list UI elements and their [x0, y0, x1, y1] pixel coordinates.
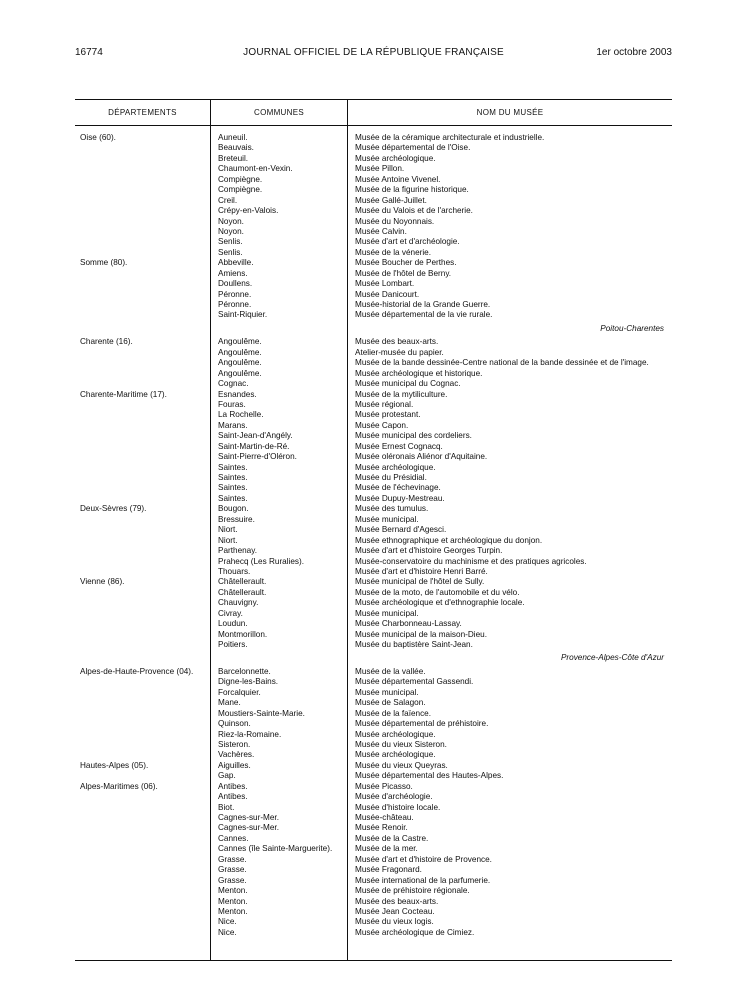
commune-cell: Cannes.	[218, 833, 249, 843]
commune-cell: Niort.	[218, 535, 238, 545]
musee-cell: Musée d'archéologie.	[355, 792, 433, 802]
musee-cell: Musée de la céramique architecturale et industrielle.	[355, 133, 545, 142]
commune-cell: Cagnes-sur-Mer.	[218, 813, 279, 822]
musee-cell: Musée départemental de la vie rurale.	[355, 310, 493, 320]
table-row	[75, 709, 672, 719]
musee-cell: Musée de la mytiliculture.	[355, 389, 448, 399]
table-row	[75, 400, 672, 410]
commune-cell: Menton.	[218, 886, 248, 896]
table-row	[75, 515, 672, 525]
commune-cell: Civray.	[218, 608, 243, 618]
commune-cell: La Rochelle.	[218, 410, 264, 420]
departement-cell: Alpes-Maritimes (06).	[80, 781, 158, 791]
commune-cell: Aiguilles.	[218, 760, 251, 770]
musee-cell: Musée de la figurine historique.	[355, 185, 469, 195]
commune-cell: Beauvais.	[218, 143, 254, 153]
departement-cell: Hautes-Alpes (05).	[80, 760, 149, 770]
departement-cell: Deux-Sèvres (79).	[80, 504, 147, 514]
table-row	[75, 452, 672, 462]
commune-cell: Mane.	[218, 698, 241, 708]
commune-cell: Montmorillon.	[218, 629, 268, 639]
commune-cell: Nice.	[218, 917, 237, 927]
commune-cell: Saint-Pierre-d'Oléron.	[218, 452, 297, 462]
table-row	[75, 886, 672, 896]
commune-cell: Niort.	[218, 525, 238, 535]
commune-cell: Esnandes.	[218, 389, 257, 399]
commune-cell: Noyon.	[218, 226, 244, 236]
region-label: Poitou-Charentes	[600, 323, 664, 333]
musee-cell: Musée municipal.	[355, 687, 419, 697]
commune-cell: Nice.	[218, 927, 237, 937]
table-row	[75, 577, 672, 587]
header-rule	[75, 125, 672, 126]
musee-cell: Musée international de la parfumerie.	[355, 875, 491, 885]
musee-cell: Musée Boucher de Perthes.	[355, 258, 457, 268]
table-row	[75, 813, 672, 823]
musee-cell: Musée d'art et d'archéologie.	[355, 237, 460, 247]
musee-cell: Musée d'histoire locale.	[355, 802, 441, 812]
table-row	[75, 619, 672, 629]
departement-cell: Charente-Maritime (17).	[80, 389, 167, 399]
commune-cell: Cognac.	[218, 379, 249, 389]
musee-cell: Musée d'art et d'histoire de Provence.	[355, 854, 492, 864]
musee-cell: Musée archéologique.	[355, 462, 436, 472]
musee-cell: Musée Bernard d'Agesci.	[355, 525, 447, 535]
musee-cell: Musée de la faïence.	[355, 708, 432, 718]
departement-cell: Alpes-de-Haute-Provence (04).	[80, 666, 194, 676]
musee-cell: Musée des tumulus.	[355, 504, 429, 514]
table-row	[75, 300, 672, 310]
table-row	[75, 667, 672, 677]
musee-cell: Musée Renoir.	[355, 823, 408, 833]
musee-cell: Musée de Salagon.	[355, 698, 426, 708]
table-row	[75, 279, 672, 289]
commune-cell: Cannes (île Sainte-Marguerite).	[218, 844, 333, 854]
table-row	[75, 750, 672, 760]
commune-cell: Bougon.	[218, 504, 249, 514]
page-header	[75, 47, 672, 61]
table-row	[75, 640, 672, 650]
musee-cell: Musée-conservatoire du machinisme et des pratiques agricoles.	[355, 556, 587, 566]
musee-cell: Musée Picasso.	[355, 781, 413, 791]
commune-cell: Compiègne.	[218, 174, 263, 184]
musee-cell: Musée archéologique.	[355, 729, 436, 739]
table-row	[75, 196, 672, 206]
musee-cell: Musée régional.	[355, 399, 414, 409]
musee-cell: Musée municipal de l'hôtel de Sully.	[355, 577, 485, 587]
commune-cell: Cagnes-sur-Mer.	[218, 823, 279, 833]
table-row	[75, 463, 672, 473]
commune-cell: Thouars.	[218, 566, 251, 576]
table-row	[75, 269, 672, 279]
table-row	[75, 525, 672, 535]
table-row	[75, 698, 672, 708]
commune-cell: Amiens.	[218, 268, 248, 278]
musee-cell: Musée municipal du Cognac.	[355, 379, 461, 389]
commune-cell: Forcalquier.	[218, 687, 261, 697]
commune-cell: Creil.	[218, 195, 238, 205]
table-row	[75, 154, 672, 164]
table-row	[75, 917, 672, 927]
commune-cell: Prahecq (Les Ruralies).	[218, 556, 305, 566]
table-row	[75, 876, 672, 886]
table-row	[75, 217, 672, 227]
table-row	[75, 410, 672, 420]
table-row	[75, 598, 672, 608]
table-row	[75, 483, 672, 493]
table-row	[75, 803, 672, 813]
commune-cell: Grasse.	[218, 865, 247, 875]
table-row	[75, 227, 672, 237]
table-body	[75, 133, 672, 938]
commune-cell: Vachères.	[218, 750, 255, 760]
commune-cell: Digne-les-Bains.	[218, 677, 279, 687]
commune-cell: Saintes.	[218, 493, 248, 503]
musee-cell: Musée archéologique et historique.	[355, 368, 483, 378]
commune-cell: Breteuil.	[218, 153, 249, 163]
musee-cell: Atelier-musée du papier.	[355, 347, 444, 357]
commune-cell: Angoulême.	[218, 337, 262, 347]
museum-table	[75, 99, 672, 961]
column-header-communes: COMMUNES	[254, 108, 304, 117]
departement-cell: Oise (60).	[80, 133, 116, 142]
commune-cell: Antibes.	[218, 781, 248, 791]
table-row	[75, 865, 672, 875]
musee-cell: Musée Capon.	[355, 420, 409, 430]
table-row	[75, 855, 672, 865]
table-row	[75, 730, 672, 740]
commune-cell: Marans.	[218, 420, 248, 430]
musee-cell: Musée de la moto, de l'automobile et du vélo.	[355, 587, 520, 597]
table-row	[75, 442, 672, 452]
musee-cell: Musée Fragonard.	[355, 865, 422, 875]
commune-cell: Chaumont-en-Vexin.	[218, 164, 293, 174]
table-row	[75, 546, 672, 556]
table-row	[75, 206, 672, 216]
table-row	[75, 390, 672, 400]
musee-cell: Musée des beaux-arts.	[355, 896, 439, 906]
table-row	[75, 494, 672, 504]
commune-cell: Moustiers-Sainte-Marie.	[218, 708, 305, 718]
musee-cell: Musée-historial de la Grande Guerre.	[355, 300, 491, 309]
commune-cell: Crépy-en-Valois.	[218, 206, 279, 216]
departement-cell: Somme (80).	[80, 258, 128, 268]
table-row	[75, 609, 672, 619]
table-row	[75, 823, 672, 833]
region-heading	[75, 653, 672, 663]
commune-cell: Saintes.	[218, 483, 248, 493]
table-row	[75, 719, 672, 729]
region-label: Provence-Alpes-Côte d'Azur	[560, 653, 664, 663]
commune-cell: Saintes.	[218, 473, 248, 482]
commune-cell: Sisteron.	[218, 739, 251, 749]
table-row	[75, 567, 672, 577]
commune-cell: Péronne.	[218, 300, 252, 309]
commune-cell: Auneuil.	[218, 133, 248, 142]
table-row	[75, 928, 672, 938]
table-row	[75, 358, 672, 368]
commune-cell: Saint-Riquier.	[218, 310, 268, 320]
commune-cell: Saintes.	[218, 462, 248, 472]
commune-cell: Riez-la-Romaine.	[218, 729, 282, 739]
musee-cell: Musée Lombart.	[355, 279, 415, 289]
commune-cell: Menton.	[218, 906, 248, 916]
musee-cell: Musée du vieux Queyras.	[355, 760, 448, 770]
journal-title: JOURNAL OFFICIEL DE LA RÉPUBLIQUE FRANÇAISE	[243, 47, 504, 58]
table-row	[75, 290, 672, 300]
musee-cell: Musée ethnographique et archéologique du donjon.	[355, 535, 543, 545]
commune-cell: Grasse.	[218, 854, 247, 864]
table-row	[75, 740, 672, 750]
table-row	[75, 630, 672, 640]
musee-cell: Musée départemental Gassendi.	[355, 677, 474, 687]
commune-cell: Compiègne.	[218, 185, 263, 195]
commune-cell: Châtellerault.	[218, 577, 267, 587]
table-row	[75, 164, 672, 174]
table-row	[75, 258, 672, 268]
musee-cell: Musée municipal de la maison-Dieu.	[355, 629, 487, 639]
commune-cell: Saint-Martin-de-Ré.	[218, 441, 290, 451]
table-row	[75, 421, 672, 431]
musee-cell: Musée d'art et d'histoire Henri Barré.	[355, 566, 488, 576]
musee-cell: Musée protestant.	[355, 410, 421, 420]
table-row	[75, 431, 672, 441]
column-header-nom-du-musee: NOM DU MUSÉE	[476, 108, 544, 117]
commune-cell: Parthenay.	[218, 546, 257, 556]
commune-cell: Biot.	[218, 802, 235, 812]
musee-cell: Musée municipal.	[355, 608, 419, 618]
table-row	[75, 143, 672, 153]
publication-date: 1er octobre 2003	[596, 47, 672, 58]
commune-cell: Noyon.	[218, 216, 244, 226]
musee-cell: Musée de préhistoire régionale.	[355, 886, 470, 896]
musee-cell: Musée de la bande dessinée-Centre national de la bande dessinée et de l'image.	[355, 358, 649, 368]
departement-cell: Vienne (86).	[80, 577, 125, 587]
musee-cell: Musée Dupuy-Mestreau.	[355, 493, 445, 503]
table-row	[75, 844, 672, 854]
table-row	[75, 834, 672, 844]
region-heading	[75, 324, 672, 334]
musee-cell: Musée départemental des Hautes-Alpes.	[355, 771, 504, 781]
musee-cell: Musée de l'échevinage.	[355, 483, 441, 493]
musee-cell: Musée départemental de l'Oise.	[355, 143, 471, 153]
table-row	[75, 248, 672, 258]
page-number: 16774	[75, 47, 103, 58]
commune-cell: Angoulême.	[218, 368, 262, 378]
table-row	[75, 348, 672, 358]
departement-cell: Charente (16).	[80, 337, 133, 347]
commune-cell: Chauvigny.	[218, 598, 259, 608]
musee-cell: Musée de la vallée.	[355, 666, 426, 676]
musee-cell: Musée des beaux-arts.	[355, 337, 439, 347]
commune-cell: Péronne.	[218, 289, 252, 299]
commune-cell: Angoulême.	[218, 347, 262, 357]
commune-cell: Antibes.	[218, 792, 248, 802]
musee-cell: Musée du Noyonnais.	[355, 216, 435, 226]
table-row	[75, 588, 672, 598]
musee-cell: Musée oléronais Aliénor d'Aquitaine.	[355, 452, 488, 462]
commune-cell: Poitiers.	[218, 640, 248, 649]
commune-cell: Angoulême.	[218, 358, 262, 368]
musee-cell: Musée de la Castre.	[355, 833, 429, 843]
musee-cell: Musée Pillon.	[355, 164, 405, 174]
musee-cell: Musée d'art et d'histoire Georges Turpin.	[355, 546, 503, 556]
table-row	[75, 337, 672, 347]
commune-cell: Saint-Jean-d'Angély.	[218, 431, 293, 441]
commune-cell: Menton.	[218, 896, 248, 906]
musee-cell: Musée de la mer.	[355, 844, 418, 854]
table-row	[75, 771, 672, 781]
table-row	[75, 237, 672, 247]
commune-cell: Loudun.	[218, 619, 248, 629]
table-row	[75, 379, 672, 389]
musee-cell: Musée Gallé-Juillet.	[355, 195, 427, 205]
table-row	[75, 369, 672, 379]
table-row	[75, 310, 672, 320]
table-row	[75, 185, 672, 195]
musee-cell: Musée du Valois et de l'archerie.	[355, 206, 473, 216]
table-row	[75, 504, 672, 514]
table-row	[75, 761, 672, 771]
musee-cell: Musée archéologique.	[355, 153, 436, 163]
musee-cell: Musée du vieux Sisteron.	[355, 739, 447, 749]
table-row	[75, 677, 672, 687]
musee-cell: Musée Ernest Cognacq.	[355, 441, 443, 451]
musee-cell: Musée départemental de préhistoire.	[355, 719, 489, 729]
commune-cell: Senlis.	[218, 247, 243, 257]
commune-cell: Doullens.	[218, 279, 253, 289]
table-row	[75, 473, 672, 483]
commune-cell: Quinson.	[218, 719, 251, 729]
table-row	[75, 792, 672, 802]
musee-cell: Musée Charbonneau-Lassay.	[355, 619, 462, 629]
table-row	[75, 782, 672, 792]
musee-cell: Musée archéologique.	[355, 750, 436, 760]
musee-cell: Musée du vieux logis.	[355, 917, 434, 927]
table-row	[75, 907, 672, 917]
commune-cell: Gap.	[218, 771, 236, 781]
musee-cell: Musée Calvin.	[355, 226, 407, 236]
table-row	[75, 536, 672, 546]
table-row	[75, 557, 672, 567]
musee-cell: Musée du Présidial.	[355, 473, 427, 482]
musee-cell: Musée Jean Cocteau.	[355, 906, 435, 916]
commune-cell: Châtellerault.	[218, 587, 267, 597]
musee-cell: Musée-château.	[355, 813, 414, 822]
table-row	[75, 897, 672, 907]
commune-cell: Grasse.	[218, 875, 247, 885]
musee-cell: Musée municipal des cordeliers.	[355, 431, 472, 441]
musee-cell: Musée municipal.	[355, 514, 419, 524]
musee-cell: Musée de l'hôtel de Berny.	[355, 268, 452, 278]
column-header-departements: DÉPARTEMENTS	[108, 108, 177, 117]
musee-cell: Musée de la vénerie.	[355, 247, 432, 257]
musee-cell: Musée Antoine Vivenel.	[355, 174, 441, 184]
commune-cell: Senlis.	[218, 237, 243, 247]
musee-cell: Musée du baptistère Saint-Jean.	[355, 640, 473, 649]
musee-cell: Musée Danicourt.	[355, 289, 420, 299]
commune-cell: Barcelonnette.	[218, 666, 271, 676]
commune-cell: Fouras.	[218, 399, 246, 409]
musee-cell: Musée archéologique et d'ethnographie locale.	[355, 598, 525, 608]
commune-cell: Bressuire.	[218, 514, 255, 524]
musee-cell: Musée archéologique de Cimiez.	[355, 927, 475, 937]
table-row	[75, 175, 672, 185]
table-row	[75, 133, 672, 143]
table-row	[75, 688, 672, 698]
commune-cell: Abbeville.	[218, 258, 254, 268]
